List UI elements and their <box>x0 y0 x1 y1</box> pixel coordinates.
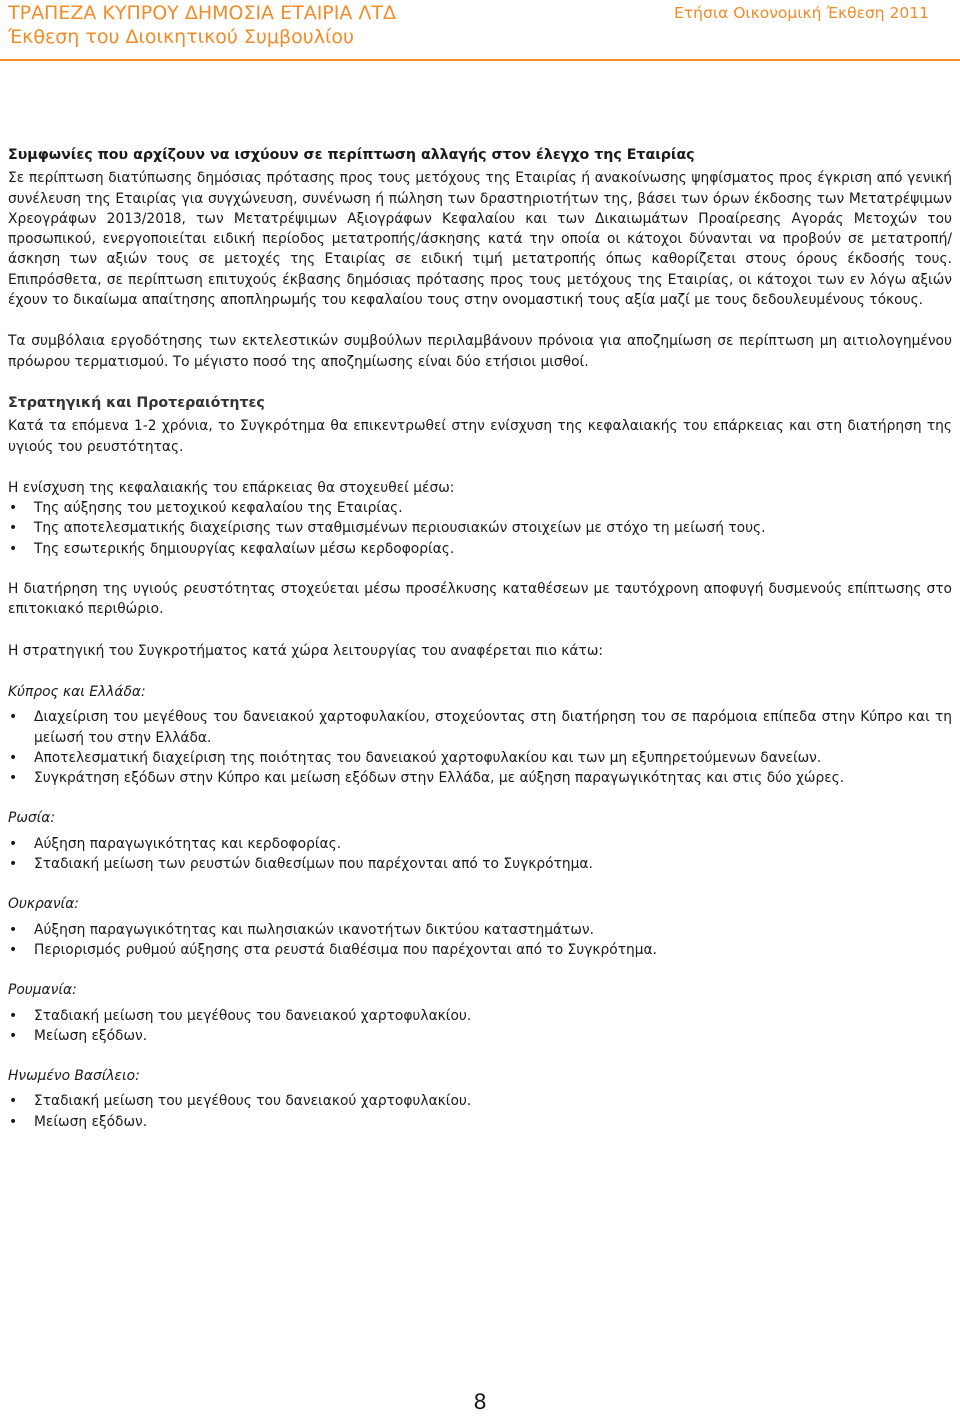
list-item: • Σταδιακή μείωση του μεγέθους του δανειακού χαρτοφυλακίου. <box>8 1006 952 1026</box>
company-name: ΤΡΑΠΕΖΑ ΚΥΠΡΟΥ ΔΗΜΟΣΙΑ ΕΤΑΙΡΙΑ ΛΤΔ <box>8 2 397 24</box>
report-title: Ετήσια Οικονομική Έκθεση 2011 <box>674 4 929 22</box>
country-list-uk <box>8 1091 952 1132</box>
list-item: • Σταδιακή μείωση του μεγέθους του δανειακού χαρτοφυλακίου. <box>8 1091 952 1111</box>
liquidity-paragraph: Η διατήρηση της υγιούς ρευστότητας στοχεύεται μέσω προσέλκυσης καταθέσεων με ταυτόχρονη αποφυγή δυσμενούς επίπτωσης στο επιτοκιακό περιθώριο. <box>8 581 952 618</box>
page-header <box>0 0 960 62</box>
countries-intro: Η στρατηγική του Συγκροτήματος κατά χώρα λειτουργίας του αναφέρεται πιο κάτω: <box>8 642 604 659</box>
list-item: • Της αποτελεσματικής διαχείρισης των σταθμισμένων περιουσιακών στοιχείων με στόχο τη μείωσή τους. <box>8 518 952 538</box>
header-divider <box>0 59 960 61</box>
list-item: • Της εσωτερικής δημιουργίας κεφαλαίων μέσω κερδοφορίας. <box>8 539 952 559</box>
list-item: • Αύξηση παραγωγικότητας και πωλησιακών ικανοτήτων δικτύου καταστημάτων. <box>8 920 952 940</box>
country-list-russia <box>8 834 952 875</box>
page-number: 8 <box>473 1390 487 1414</box>
list-item: • Μείωση εξόδων. <box>8 1112 952 1132</box>
list-item: • Της αύξησης του μετοχικού κεφαλαίου της Εταιρίας. <box>8 498 952 518</box>
strategy-paragraph-1: Κατά τα επόμενα 1-2 χρόνια, το Συγκρότημα θα επικεντρωθεί στην ενίσχυση της κεφαλαιακής του επάρκειας και στη διατήρηση της υγιούς του ρευστότητας. <box>8 418 952 455</box>
list-item: • Περιορισμός ρυθμού αύξησης στα ρευστά διαθέσιμα που παρέχονται από το Συγκρότημα. <box>8 940 952 960</box>
list-item: • Αύξηση παραγωγικότητας και κερδοφορίας. <box>8 834 952 854</box>
control-change-paragraph-2: Τα συμβόλαια εργοδότησης των εκτελεστικών συμβούλων περιλαμβάνουν πρόνοια για αποζημίωση σε περίπτωση μη αιτιολογημένου πρόωρου τερματισμού. Το μέγιστο ποσό της αποζημίωσης είναι δύο ετήσιοι μισθοί. <box>8 333 952 370</box>
header-left <box>8 1 396 49</box>
section-title: Έκθεση του Διοικητικού Συμβουλίου <box>8 26 355 48</box>
document-body <box>8 145 952 1152</box>
country-list-romania <box>8 1006 952 1047</box>
list-item: • Σταδιακή μείωση των ρευστών διαθεσίμων που παρέχονται από το Συγκρότημα. <box>8 854 952 874</box>
list-item: • Αποτελεσματική διαχείριση της ποιότητας του δανειακού χαρτοφυλακίου και των μη εξυπηρετούμενων δανείων. <box>8 748 952 768</box>
country-list-ukraine <box>8 920 952 961</box>
control-change-heading: Συμφωνίες που αρχίζουν να ισχύουν σε περίπτωση αλλαγής στον έλεγχο της Εταιρίας <box>8 147 695 163</box>
country-heading-cyprus-greece: Κύπρος και Ελλάδα: <box>8 683 146 700</box>
country-heading-uk: Ηνωμένο Βασίλειο: <box>8 1068 140 1085</box>
list-item: • Συγκράτηση εξόδων στην Κύπρο και μείωση εξόδων στην Ελλάδα, με αύξηση παραγωγικότητας και στις δύο χώρες. <box>8 768 952 788</box>
capital-list <box>8 498 952 559</box>
strategy-heading: Στρατηγική και Προτεραιότητες <box>8 394 265 411</box>
country-heading-romania: Ρουμανία: <box>8 982 77 999</box>
capital-intro: Η ενίσχυση της κεφαλαιακής του επάρκειας θα στοχευθεί μέσω: <box>8 479 455 496</box>
country-heading-russia: Ρωσία: <box>8 810 56 827</box>
list-item: • Μείωση εξόδων. <box>8 1026 952 1046</box>
country-heading-ukraine: Ουκρανία: <box>8 896 79 913</box>
control-change-paragraph-1: Σε περίπτωση διατύπωσης δημόσιας πρότασης προς τους μετόχους της Εταιρίας ή ανακοίνωσης ψηφίσματος προς έγκριση από γενική συνέλευση της Εταιρίας για συγχώνευση, συνένωση ή πώληση των δραστηριοτήτων της, βάσει των όρων έκδοσης των Μετατρέψιμων Χρεογράφων 2013/2018, των Μετατρέψιμων Αξιογράφων Κεφαλαίου και των Δικαιωμάτων Προαίρεσης Αγοράς Μετοχών του προσωπικού, ενεργοποιείται ειδική περίοδος μετατροπής/άσκησης κατά την οποία οι κάτοχοι δύνανται να προβούν σε μετατροπή/άσκηση των αξιών τους σε μετοχές της Εταιρίας σε ειδική τιμή μετατροπής όπως καθορίζεται στους όρους έκδοσής τους. Επιπρόσθετα, σε περίπτωση επιτυχούς έκβασης δημόσιας πρότασης προς τους μετόχους της Εταιρίας, οι κάτοχοι των εν λόγω αξιών έχουν το δικαίωμα απαίτησης αποπληρωμής του κεφαλαίου τους στην ονομαστική τους αξία μαζί με τους δεδουλευμένους τόκους. <box>8 170 952 309</box>
list-item: • Διαχείριση του μεγέθους του δανειακού χαρτοφυλακίου, στοχεύοντας στη διατήρηση του σε παρόμοια επίπεδα στην Κύπρο και τη μείωσή του στην Ελλάδα. <box>8 707 952 748</box>
country-list-cyprus-greece <box>8 707 952 788</box>
